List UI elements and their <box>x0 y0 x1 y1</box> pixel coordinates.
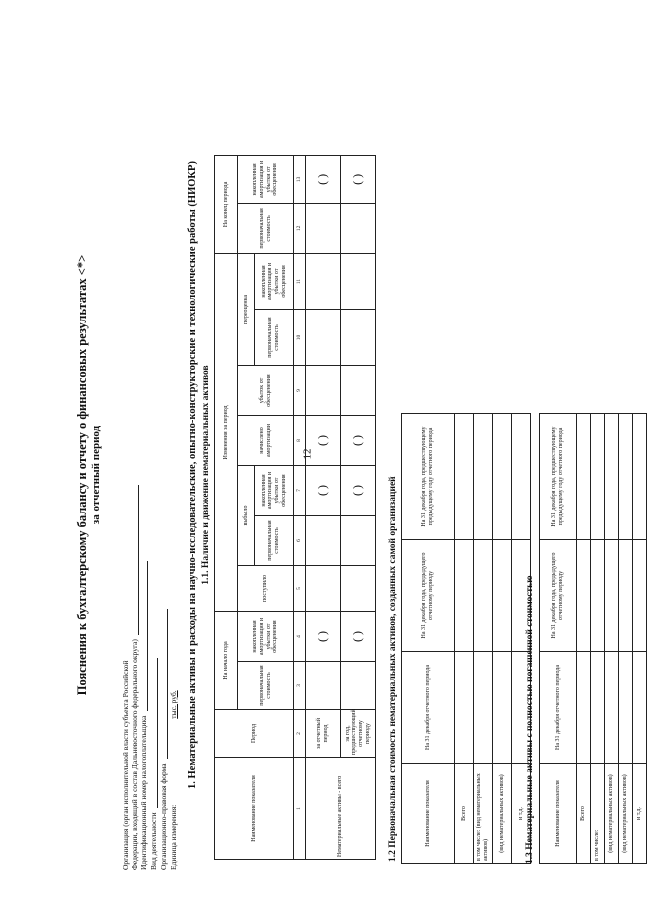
created-assets-table <box>401 413 531 864</box>
cell <box>306 366 341 416</box>
t2-row-label: и т.д. <box>512 764 531 864</box>
cell <box>474 414 493 540</box>
cell <box>591 652 605 764</box>
cell <box>341 253 376 309</box>
section1-title: 1. Нематериальные активы и расходы на научно-исследовательские, опытно-конструкторские и технологические работы (НИОКР) <box>187 161 198 789</box>
cell <box>577 540 591 652</box>
cell <box>493 652 512 764</box>
hdr-amort-charged: начислено амортизации <box>238 416 294 466</box>
col-number: 1 <box>294 758 306 860</box>
meta-legal-form: Организационно-правовая форма <box>159 609 168 870</box>
fully-amortized-assets-table <box>539 413 647 864</box>
col-number: 11 <box>294 253 306 309</box>
cell <box>633 652 647 764</box>
meta-unit: Единица измерения:тыс. руб. <box>169 690 178 870</box>
cell <box>306 310 341 366</box>
hdr-disposed-initial-cost: первоначальная стоимость <box>255 516 294 566</box>
period-current: за отчетный период <box>306 710 341 758</box>
cell <box>474 652 493 764</box>
hdr-start: На начало года <box>215 612 238 710</box>
cell <box>512 414 531 540</box>
cell-paren: ( ) <box>306 416 341 466</box>
t3-hdr-prev: На 31 декабря года, предыдущего отчетному периоду <box>540 540 577 652</box>
t3-row-label: в том числе: <box>591 764 605 864</box>
col-number: 8 <box>294 416 306 466</box>
col-number: 7 <box>294 466 306 516</box>
t2-row-label: Всего <box>455 764 474 864</box>
cell <box>493 540 512 652</box>
cell-paren: ( ) <box>341 155 376 203</box>
cell <box>619 652 633 764</box>
cell <box>306 516 341 566</box>
hdr-revaluation: переоценка <box>238 253 255 365</box>
t3-hdr-current: На 31 декабря отчетного периода <box>540 652 577 764</box>
cell-paren: ( ) <box>341 612 376 662</box>
col-number: 3 <box>294 662 306 710</box>
hdr-reval-accum-amort: накопленная амортизация и убытки от обесценения <box>255 253 294 309</box>
cell-paren: ( ) <box>341 416 376 466</box>
cell <box>633 540 647 652</box>
section11-title: 1.1. Наличие и движение нематериальных активов <box>201 365 211 585</box>
hdr-end-accum-amort: накопленная амортизация и убытки от обесценения <box>238 155 294 203</box>
t2-hdr-prev: На 31 декабря года, предыдущего отчетному периоду <box>402 540 455 652</box>
cell <box>306 253 341 309</box>
cell <box>341 566 376 612</box>
meta-activity: Вид деятельности <box>149 658 158 870</box>
page-number: 12 <box>301 448 314 460</box>
t3-row-label: и т.д. <box>633 764 647 864</box>
cell-paren: ( ) <box>306 612 341 662</box>
col-number: 10 <box>294 310 306 366</box>
hdr-end: На конец периода <box>215 155 238 253</box>
cell <box>341 310 376 366</box>
cell <box>341 203 376 253</box>
t2-hdr-prev2: На 31 декабря года, предшествующему предыдущему году отчетного периода <box>402 414 455 540</box>
t2-hdr-current: На 31 декабря отчетного периода <box>402 652 455 764</box>
cell <box>577 414 591 540</box>
cell <box>474 540 493 652</box>
cell <box>633 414 647 540</box>
hdr-disposed-accum-amort: накопленная амортизация и убытки от обесценения <box>255 466 294 516</box>
col-number: 5 <box>294 566 306 612</box>
t3-hdr-name: Наименование показателя <box>540 764 577 864</box>
hdr-reval-initial-cost: первоначальная стоимость <box>255 310 294 366</box>
section13-title: 1.3 Нематериальные активы с полностью погашенной стоимостью <box>525 575 535 864</box>
row-label-total: Нематериальные активы - всего <box>306 758 376 860</box>
t3-row-label: Всего <box>577 764 591 864</box>
hdr-changes: Изменения за период <box>215 253 238 611</box>
col-number: 6 <box>294 516 306 566</box>
col-number: 13 <box>294 155 306 203</box>
col-number: 2 <box>294 710 306 758</box>
t2-row-label: в том числе: (вид нематериальных активов) <box>474 764 493 864</box>
cell <box>619 414 633 540</box>
cell <box>306 203 341 253</box>
meta-org: Организация (орган исполнительной власти субъекта Российской <box>121 660 130 870</box>
hdr-accum-amort: накопленная амортизация и убытки от обесценения <box>238 612 294 662</box>
intangible-assets-table <box>214 155 376 860</box>
col-number: 9 <box>294 366 306 416</box>
section12-title: 1.2 Первоначальная стоимость нематериальных активов, созданных самой организацией <box>388 476 398 862</box>
cell <box>605 540 619 652</box>
t3-hdr-prev2: На 31 декабря года, предшествующему предыдущему году отчетного периода <box>540 414 577 540</box>
hdr-impairment: убыток от обесценения <box>238 366 294 416</box>
hdr-received: поступило <box>238 566 294 612</box>
cell <box>493 414 512 540</box>
meta-inn: Идентификационный номер налогоплательщика <box>139 561 148 870</box>
meta-org2: Федерации, входящий в состав Дальневосточного федерального округа) <box>130 485 139 870</box>
cell <box>591 414 605 540</box>
hdr-initial-cost: первоначальная стоимость <box>238 662 294 710</box>
cell <box>591 540 605 652</box>
cell <box>341 516 376 566</box>
cell-paren: ( ) <box>341 466 376 516</box>
col-number: 4 <box>294 612 306 662</box>
cell <box>605 414 619 540</box>
document-subtitle: за отчетный период <box>90 425 102 525</box>
cell <box>455 652 474 764</box>
cell-paren: ( ) <box>306 155 341 203</box>
t3-row-label: (вид нематериальных активов) <box>619 764 633 864</box>
document-title: Пояснения к бухгалтерскому балансу и отчету о финансовых результатах <*> <box>75 254 89 696</box>
hdr-name: Наименование показателя <box>215 758 294 860</box>
cell <box>605 652 619 764</box>
cell <box>455 414 474 540</box>
cell <box>577 652 591 764</box>
cell <box>455 540 474 652</box>
period-prev: за год, предшествующий отчетному периоду <box>341 710 376 758</box>
hdr-period: Период <box>215 710 294 758</box>
cell <box>619 540 633 652</box>
cell <box>306 566 341 612</box>
cell-paren: ( ) <box>306 466 341 516</box>
cell <box>341 662 376 710</box>
cell <box>341 366 376 416</box>
t3-row-label: (вид нематериальных активов) <box>605 764 619 864</box>
t2-row-label: (вид нематериальных активов) <box>493 764 512 864</box>
rotated-page <box>75 80 643 870</box>
t2-hdr-name: Наименование показателя <box>402 764 455 864</box>
hdr-end-initial-cost: первоначальная стоимость <box>238 203 294 253</box>
hdr-disposed: выбыло <box>238 466 255 566</box>
cell <box>306 662 341 710</box>
col-number: 12 <box>294 203 306 253</box>
